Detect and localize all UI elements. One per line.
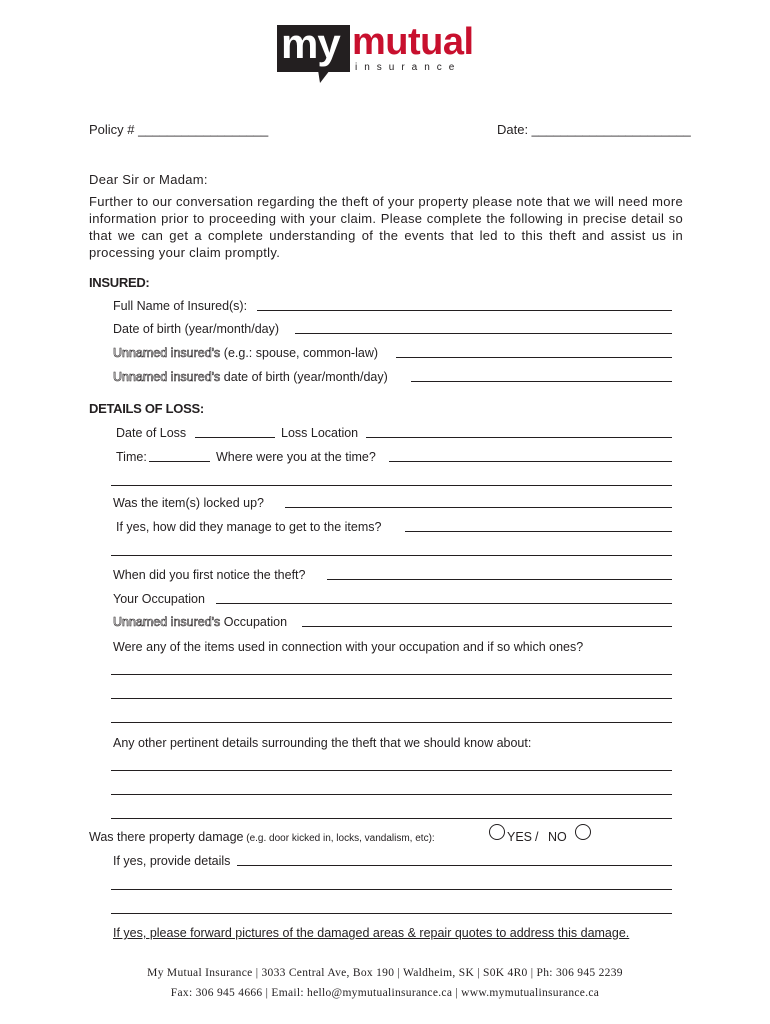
unnamed-dob-label: Unnamed insured's date of birth (year/month/day) [113,370,388,384]
unnamed-occupation-input[interactable] [302,626,672,627]
other-details-input-line3[interactable] [111,818,672,819]
how-manage-label: If yes, how did they manage to get to the items? [116,520,382,534]
no-radio[interactable] [575,824,591,840]
unnamed-dob-input[interactable] [411,381,672,382]
yes-label: YES [507,830,533,844]
time-input[interactable] [149,461,210,462]
your-occupation-input[interactable] [216,603,672,604]
items-used-label: Were any of the items used in connection with your occupation and if so which ones? [113,640,584,654]
forward-pictures-note: If yes, please forward pictures of the damaged areas & repair quotes to address this damage. [113,926,630,940]
salutation: Dear Sir or Madam: [89,172,208,187]
footer-contact: Fax: 306 945 4666 | Email: hello@mymutualinsurance.ca | www.mymutualinsurance.ca [170,987,600,999]
other-details-input-line1[interactable] [111,770,672,771]
dob-label: Date of birth (year/month/day) [113,322,280,336]
items-used-input-line2[interactable] [111,698,672,699]
first-notice-label: When did you first notice the theft? [113,568,306,582]
how-manage-input[interactable] [405,531,672,532]
letter-body: Further to our conversation regarding the theft of your property please note that we will need more information prior to proceeding with your claim. Please complete the following in precise detail so that we can get a complete understanding of the events that led to this theft and assist us in processing your claim promptly. [89,194,683,260]
insured-heading: INSURED: [89,275,150,290]
items-used-input-line1[interactable] [111,674,672,675]
locked-up-label: Was the item(s) locked up? [113,496,264,510]
slash-separator: / [535,830,539,844]
yes-radio[interactable] [489,824,505,840]
logo-mutual: mutual [352,21,474,63]
logo-my: my [281,20,340,67]
provide-details-input-line2[interactable] [111,889,672,890]
footer-address: My Mutual Insurance | 3033 Central Ave, Box 190 | Waldheim, SK | S0K 4R0 | Ph: 306 945 2239 [147,967,623,979]
full-name-label: Full Name of Insured(s): [113,299,248,313]
details-of-loss-heading: DETAILS OF LOSS: [89,401,204,416]
full-name-input[interactable] [257,310,672,311]
loss-location-input[interactable] [366,437,672,438]
policy-number-field[interactable]: Policy # __________________ [89,122,269,137]
where-were-you-label: Where were you at the time? [216,450,376,464]
where-were-you-input[interactable] [389,461,672,462]
date-field[interactable]: Date: ______________________ [497,122,691,137]
date-of-loss-input[interactable] [195,437,275,438]
no-label: NO [548,830,567,844]
time-label: Time: [116,450,147,464]
how-manage-input-line2[interactable] [111,555,672,556]
provide-details-input[interactable] [237,865,672,866]
unnamed-insured-input[interactable] [396,357,672,358]
unnamed-occupation-label: Unnamed insured's Occupation [113,615,288,629]
property-damage-label: Was there property damage (e.g. door kicked in, locks, vandalism, etc): [89,830,435,844]
locked-up-input[interactable] [285,507,672,508]
where-were-you-input-line2[interactable] [111,485,672,486]
provide-details-input-line3[interactable] [111,913,672,914]
other-details-input-line2[interactable] [111,794,672,795]
other-details-label: Any other pertinent details surrounding the theft that we should know about: [113,736,532,750]
loss-location-label: Loss Location [281,426,359,440]
logo-insurance: insurance [355,62,462,73]
items-used-input-line3[interactable] [111,722,672,723]
provide-details-label: If yes, provide details [113,854,231,868]
unnamed-insured-label: Unnamed insured's (e.g.: spouse, common-law) [113,346,379,360]
dob-input[interactable] [295,333,672,334]
first-notice-input[interactable] [327,579,672,580]
logo-speech-tail [318,70,332,84]
date-of-loss-label: Date of Loss [116,426,187,440]
your-occupation-label: Your Occupation [113,592,205,606]
